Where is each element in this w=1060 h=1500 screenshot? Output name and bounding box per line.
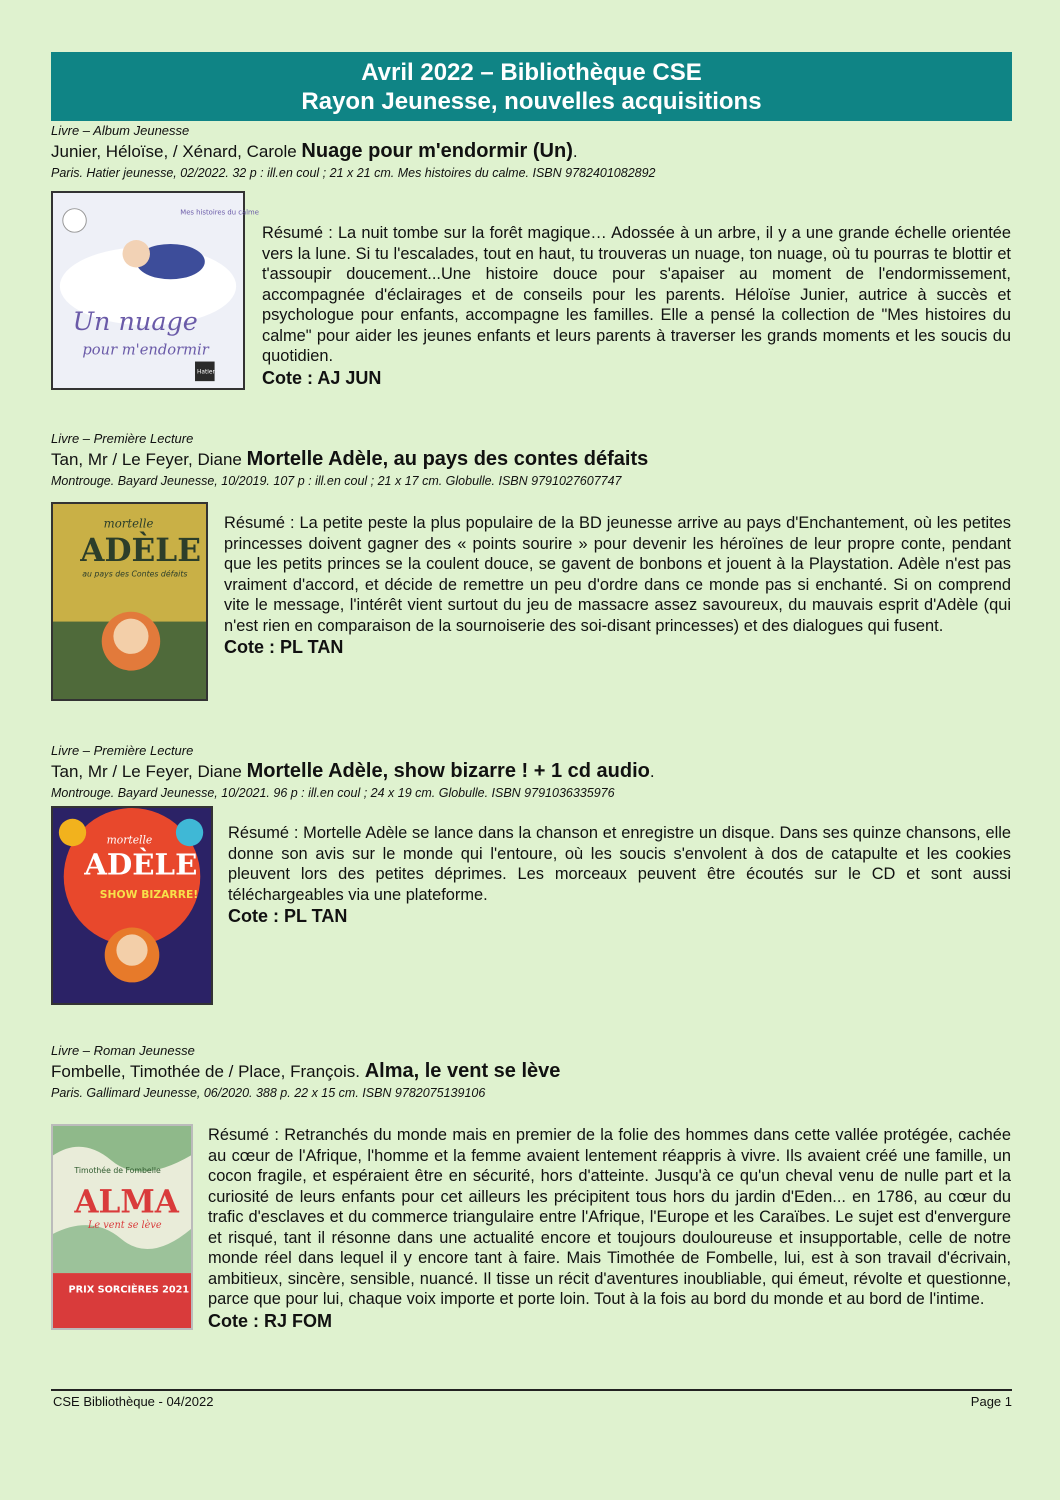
header-title: Avril 2022 – Bibliothèque CSE — [361, 59, 702, 86]
footer-page-number: Page 1 — [970, 1394, 1012, 1409]
book-summary-block — [224, 513, 1011, 658]
book-summary: Résumé : Mortelle Adèle se lance dans la chanson et enregistre un disque. Dans ses quinze chansons, elle donne son avis sur le monde qui l'entoure, où les soucis s'envolent à dos de catapulte et les cookies pleuvent lors des petites déprimes. Les morceaux peuvent être écoutés sur le CD et sont aussi téléchargeables via une plateforme. — [228, 824, 1011, 904]
book-author-title — [51, 760, 1012, 783]
book-cote: Cote : RJ FOM — [208, 1310, 332, 1331]
book-entry — [51, 123, 1012, 181]
book-cover-image — [51, 1124, 193, 1330]
book-author-title — [51, 140, 1012, 163]
book-cote: Cote : PL TAN — [224, 637, 344, 657]
cover-top: mortelle — [103, 516, 154, 531]
book-summary: Résumé : La petite peste la plus populaire de la BD jeunesse arrive au pays d'Enchantement, où les petites princesses doivent gagner des « points sourire » pour devenir les héroïnes de leur propre conte, pendant que les petits princes se la coulent douce, se gavent de bonbons et jouent à la Playstation. Adèle n'est pas vraiment d'accord, et décide de remettre un peu d'ordre dans ce monde pas si enchanté. Si on comprend vite le message, l'intérêt vient surtout du jeu de massacre assez savoureux, du mauvais esprit d'Adèle (qui n'est rien en comparaison de la sournoiserie des soi-disant princesses) et des dialogues qui fusent. — [224, 514, 1011, 635]
cover-author: Timothée de Fombelle — [74, 1166, 161, 1176]
book-authors: Tan, Mr / Le Feyer, Diane — [51, 450, 242, 469]
title-suffix: . — [649, 762, 655, 781]
book-cote: Cote : AJ JUN — [262, 367, 382, 388]
book-author-title — [51, 1060, 1012, 1083]
book-summary: Résumé : Retranchés du monde mais en premier de la folie des hommes dans cette vallée protégée, cachée au cœur de l'Afrique, l'homme et la femme avaient lentement réappris à vivre. Ils avaient créé une famille, un cocon fragile, et espéraient être en sécurité, hors d'atteinte. Jusqu'à ce qu'un cheval venu de nulle part et la curiosité de leurs enfants pour cet ailleurs les précipitent tous hors du jardin d'Eden... en 1786, au cœur du trafic d'esclaves et du commerce triangulaire entre l'Afrique, l'Europe et les Caraïbes. Le sujet est d'envergure et risqué, tant il résonne dans une actualité encore et toujours douloureuse et insupportable, celle de notre monde réel dans lequel il y encore tant à faire. Mais Timothée de Fombelle, lui, est à son travail d'écrivain, ambitieux, sincère, sensible, nuancé. Il tisse un récit d'aventures inoubliable, qui émeut, révolte et questionne, parce que pour lui, chaque voix importe et porte loin. Tout à la fois au bord du monde et au bord de l'intime. — [208, 1126, 1011, 1308]
book-cote: Cote : PL TAN — [228, 906, 348, 926]
book-cover-image — [51, 502, 208, 701]
page-header — [51, 52, 1012, 121]
cover-subtitle: Le vent se lève — [87, 1219, 162, 1231]
book-category: Livre – Album Jeunesse — [51, 123, 190, 138]
book-category: Livre – Première Lecture — [51, 743, 194, 758]
cover-title: ADÈLE — [84, 846, 198, 882]
cover-publisher: Hatier — [196, 369, 215, 376]
book-title: Mortelle Adèle, au pays des contes défaits — [246, 448, 649, 470]
cover-banner: PRIX SORCIÈRES 2021 — [68, 1284, 190, 1296]
book-entry — [51, 431, 1012, 489]
book-category: Livre – Première Lecture — [51, 431, 194, 446]
book-publication: Montrouge. Bayard Jeunesse, 10/2021. 96 p : ill.en coul ; 24 x 19 cm. Globulle. ISBN 9791036335976 — [51, 786, 615, 800]
book-entry — [51, 1043, 1012, 1101]
book-publication: Montrouge. Bayard Jeunesse, 10/2019. 107 p : ill.en coul ; 21 x 17 cm. Globulle. ISBN 9791027607747 — [51, 474, 622, 488]
cover-top: mortelle — [106, 833, 153, 847]
book-authors: Fombelle, Timothée de / Place, François. — [51, 1062, 360, 1081]
book-category: Livre – Roman Jeunesse — [51, 1043, 195, 1058]
book-summary-block — [208, 1125, 1011, 1332]
book-cover-image — [51, 806, 213, 1005]
book-publication: Paris. Gallimard Jeunesse, 06/2020. 388 p. 22 x 15 cm. ISBN 9782075139106 — [51, 1086, 486, 1100]
footer-divider — [51, 1389, 1012, 1391]
book-authors: Tan, Mr / Le Feyer, Diane — [51, 762, 242, 781]
cover-subtitle: SHOW BIZARRE! — [99, 888, 199, 902]
book-publication: Paris. Hatier jeunesse, 02/2022. 32 p : ill.en coul ; 21 x 21 cm. Mes histoires du calme. ISBN 9782401082892 — [51, 166, 656, 180]
book-title: Mortelle Adèle, show bizarre ! + 1 cd audio — [246, 760, 650, 782]
cover-title: Un nuage — [72, 307, 198, 338]
book-entry — [51, 743, 1012, 801]
book-title: Nuage pour m'endormir (Un) — [301, 140, 573, 162]
book-author-title — [51, 448, 1012, 471]
cover-subtitle: au pays des Contes défaits — [82, 569, 188, 579]
cover-series: Mes histoires du calme — [180, 208, 259, 217]
book-authors: Junier, Héloïse, / Xénard, Carole — [51, 142, 297, 161]
book-summary: Résumé : La nuit tombe sur la forêt magique… Adossée à un arbre, il y a une grande échelle orientée vers la lune. Si tu l'escalades, tout en haut, tu trouveras un nuage, ton nuage, où tu pourras te blottir et t'assoupir doucement...Une histoire douce pour s'apaiser au moment de l'endormissement, accompagnée d'éclairages et de conseils pour les parents. Héloïse Junier, autrice à succès et psychologue pour enfants, accompagne les familles. Elle a pensé la collection de "Mes histoires du calme" pour aider les jeunes enfants et leurs parents à traverser les grands moments et les soucis du quotidien. — [262, 224, 1011, 365]
book-summary-block — [262, 223, 1011, 389]
book-title: Alma, le vent se lève — [364, 1060, 561, 1082]
header-subtitle: Rayon Jeunesse, nouvelles acquisitions — [301, 88, 762, 115]
book-cover-image — [51, 191, 259, 390]
cover-subtitle: pour m'endormir — [82, 341, 209, 359]
cover-title: ALMA — [74, 1184, 179, 1221]
book-summary-block — [228, 823, 1011, 927]
title-suffix: . — [572, 142, 578, 161]
footer-left-text: CSE Bibliothèque - 04/2022 — [53, 1394, 214, 1409]
cover-title: ADÈLE — [80, 532, 201, 569]
